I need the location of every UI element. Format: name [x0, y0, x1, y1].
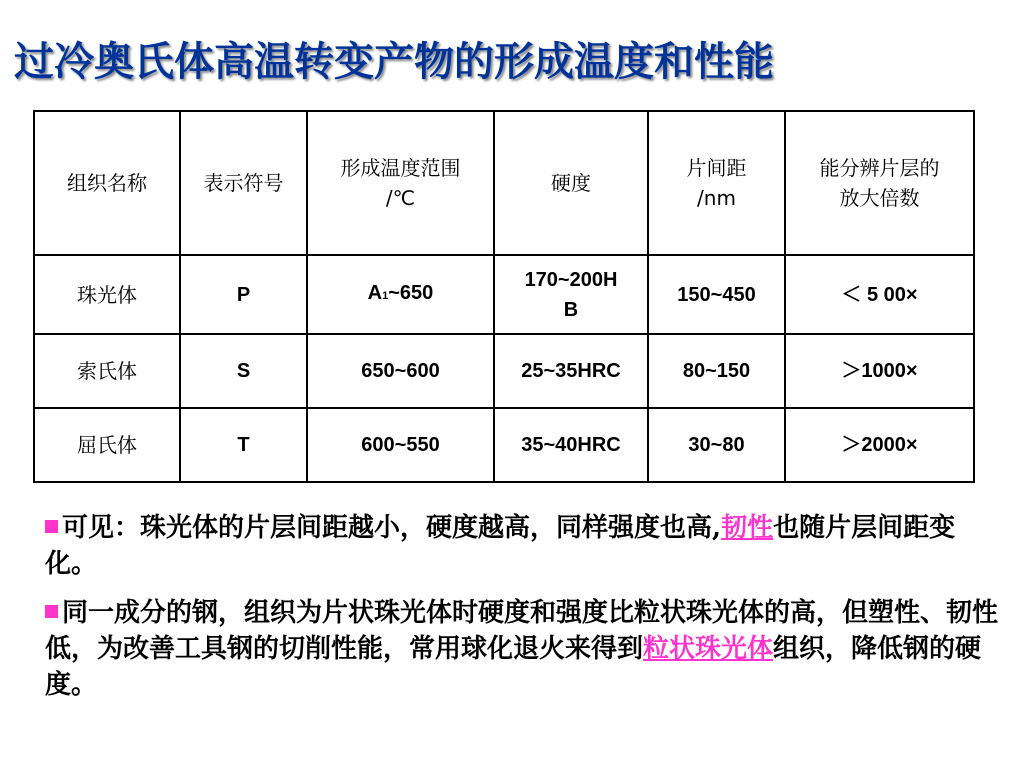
cell-spacing: 80~150: [648, 334, 785, 408]
cell-temp: 650~600: [307, 334, 494, 408]
cell-name: 索氏体: [34, 334, 180, 408]
cell-name: 屈氏体: [34, 408, 180, 482]
properties-table: [33, 110, 975, 483]
square-bullet-icon: [45, 520, 58, 533]
header-cell-symbol: 表示符号: [180, 111, 307, 255]
cell-symbol: P: [180, 255, 307, 334]
table-row: [34, 334, 974, 408]
hardness-line2: B: [563, 298, 579, 321]
cell-temp: [307, 255, 494, 334]
cell-name: 珠光体: [34, 255, 180, 334]
temp-prefix: A: [367, 282, 383, 304]
bullet-paragraph-1: [45, 510, 1005, 582]
paragraph-1-tail: 也随片层间距变化。: [45, 513, 956, 579]
cell-spacing: 30~80: [648, 408, 785, 482]
highlight-granular-pearlite: 粒状珠光体: [643, 634, 774, 664]
header-mag-line1: 能分辨片层的: [819, 156, 940, 180]
cell-symbol: S: [180, 334, 307, 408]
cell-hardness: [494, 255, 648, 334]
header-cell-spacing: [648, 111, 785, 255]
cell-magnification: ＞1000×: [785, 334, 974, 408]
cell-symbol: T: [180, 408, 307, 482]
square-bullet-icon: [45, 605, 58, 618]
cell-temp: 600~550: [307, 408, 494, 482]
bullet-paragraph-2: [45, 595, 1005, 703]
table-row: [34, 255, 974, 334]
temp-subscript: 1: [382, 290, 389, 302]
header-temp-line2: /℃: [385, 186, 416, 210]
header-cell-hardness: 硬度: [494, 111, 648, 255]
cell-spacing: 150~450: [648, 255, 785, 334]
hardness-line1: 170~200H: [524, 268, 618, 291]
header-cell-name: 组织名称: [34, 111, 180, 255]
cell-hardness: 25~35HRC: [494, 334, 648, 408]
highlight-toughness: 韧性: [721, 513, 774, 543]
paragraph-2-text: 同一成分的钢，组织为片状珠光体时硬度和强度比粒状珠光体的高，但塑性、韧性低，为改善工具钢的切削性能，常用球化退火来得到: [45, 598, 999, 664]
cell-magnification: ＜ 5 00×: [785, 255, 974, 334]
header-spacing-line1: 片间距: [686, 156, 747, 180]
temp-suffix: ~650: [388, 282, 434, 304]
header-mag-line2: 放大倍数: [839, 186, 920, 210]
cell-magnification: ＞2000×: [785, 408, 974, 482]
slide-title: 过冷奥氏体高温转变产物的形成温度和性能: [14, 38, 774, 85]
header-spacing-line2: /nm: [697, 186, 736, 210]
header-cell-temp: [307, 111, 494, 255]
table-header-row: [34, 111, 974, 255]
header-cell-magnification: [785, 111, 974, 255]
header-temp-line1: 形成温度范围: [340, 156, 461, 180]
table-row: [34, 408, 974, 482]
cell-hardness: 35~40HRC: [494, 408, 648, 482]
paragraph-2-tail: 组织，降低钢的硬度。: [45, 634, 982, 700]
paragraph-1-text: 可见：珠光体的片层间距越小，硬度越高，同样强度也高,: [62, 513, 722, 543]
